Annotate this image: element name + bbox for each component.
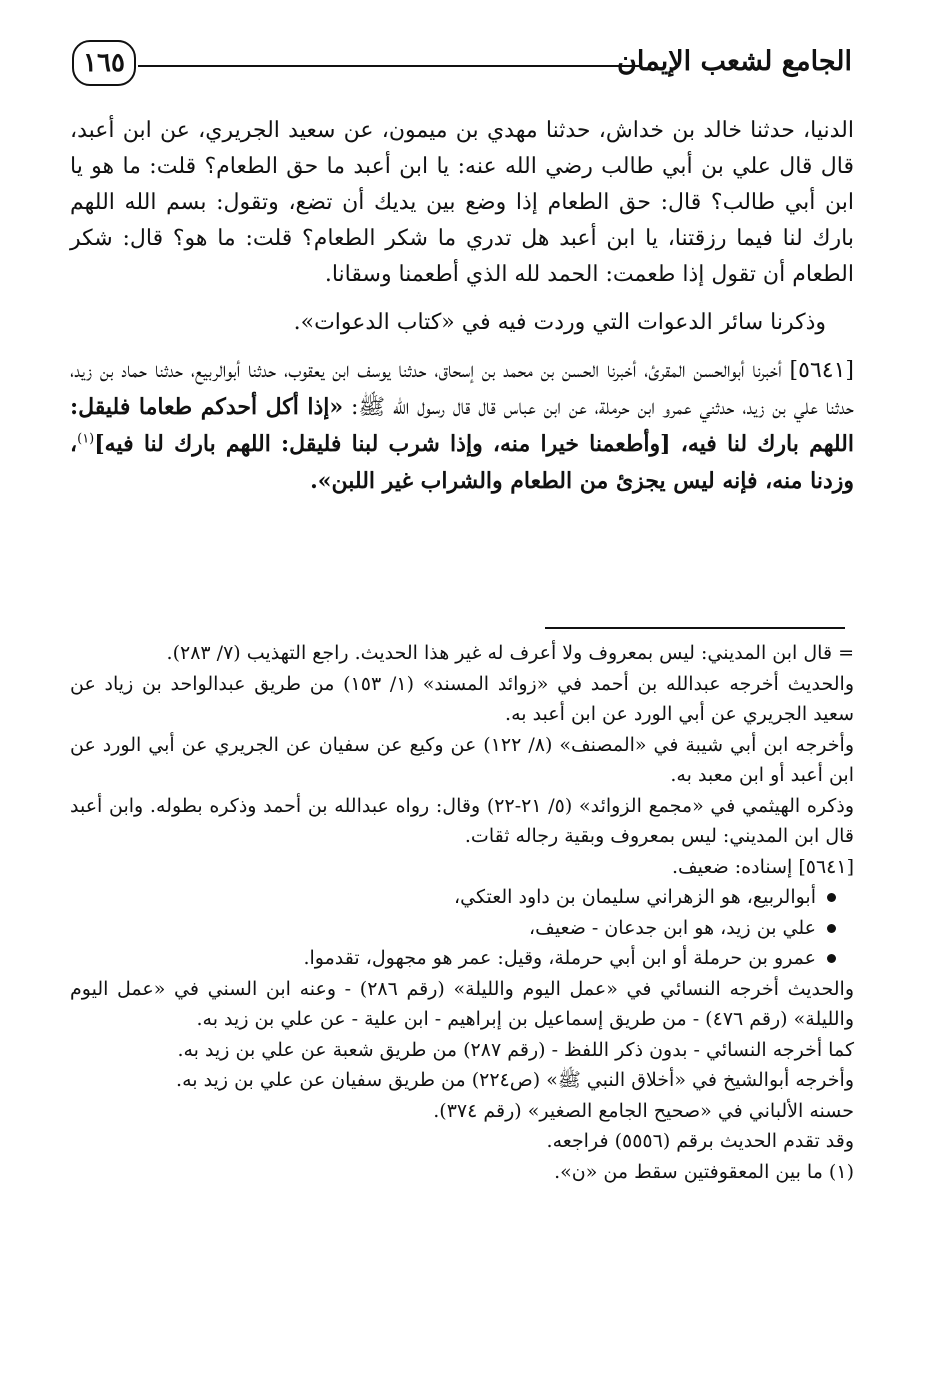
footnote-separator [545, 627, 845, 629]
bullet-icon [827, 954, 836, 963]
note-line: وقد تقدم الحديث برقم (٥٥٥٦) فراجعه. [546, 1130, 854, 1152]
note-line: وأخرجه أبوالشيخ في «أخلاق النبي ﷺ» (ص٢٢٤) من طريق سفيان عن علي بن زيد به. [176, 1069, 854, 1091]
list-item-text: علي بن زيد، هو ابن جدعان - ضعيف، [529, 916, 816, 939]
book-title: الجامع لشعب الإيمان [617, 46, 852, 77]
list-item [70, 943, 816, 974]
note-line: وأخرجه ابن أبي شيبة في «المصنف» (٨/ ١٢٢) عن وكيع عن سفيان عن الجريري عن أبي الورد عن ابن أعبد أو ابن معبد به. [70, 733, 854, 786]
note-line: كما أخرجه النسائي - بدون ذكر اللفظ - (رقم ٢٨٧) من طريق شعبة عن علي بن زيد به. [177, 1038, 854, 1061]
hadith-matn: «إذا أكل أحدكم طعاما فليقل: اللهم بارك لنا فيه، [وأطعمنا خيرا منه، وإذا شرب لبنا فليقل: اللهم بارك لنا فيه] [70, 394, 854, 457]
list-item [70, 882, 816, 913]
bullet-icon [827, 893, 836, 902]
footnotes [70, 638, 854, 1187]
paragraph-1: الدنيا، حدثنا خالد بن خداش، حدثنا مهدي بن ميمون، عن سعيد الجريري، عن ابن أعبد، قال قال علي بن أبي طالب رضي الله عنه: يا ابن أعبد ما حق الطعام؟ قلت: ما هو يا ابن أبي طالب؟ قال: حق الطعام إذا وضع بين يديك أن تضع، وتقول: بسم الله اللهم بارك لنا فيما رزقتنا، يا ابن أعبد هل تدري ما شكر الطعام؟ قلت: ما هو؟ قال: شكر الطعام أن تقول إذا طعمت: الحمد لله الذي أطعمنا وسقانا. [70, 118, 854, 287]
list-item-text: أبوالربيع، هو الزهراني سليمان بن داود العتكي، [454, 886, 816, 908]
header-rule [138, 65, 642, 67]
list-item [70, 913, 816, 944]
note-heading: [٥٦٤١] إسناده: ضعيف. [671, 855, 854, 878]
note-line: وذكره الهيثمي في «مجمع الزوائد» (٥/ ٢١-٢٢) وقال: رواه عبدالله بن أحمد وذكره بطوله. وابن أعبد قال ابن المديني: ليس بمعروف وبقية رجاله ثقات. [70, 794, 854, 847]
note-line: = قال ابن المديني: ليس بمعروف ولا أعرف له غير هذا الحديث. راجع التهذيب (٧/ ٢٨٣). [166, 642, 854, 664]
main-text [70, 113, 854, 500]
narrator-list [70, 882, 854, 974]
list-item-text: عمرو بن حرملة أو ابن أبي حرملة، وقيل: عمر هو مجهول، تقدموا. [303, 947, 816, 969]
page-header [72, 38, 852, 94]
page-number: ١٦٥ [72, 40, 136, 86]
hadith-matn-end: ، وزدنا منه، فإنه ليس يجزئ من الطعام والشراب غير اللبن». [70, 431, 854, 494]
note-line: حسنه الألباني في «صحيح الجامع الصغير» (رقم ٣٧٤). [433, 1099, 854, 1122]
paragraph-2: وذكرنا سائر الدعوات التي وردت فيه في «كتاب الدعوات». [293, 310, 826, 335]
note-line: والحديث أخرجه عبدالله بن أحمد في «زوائد المسند» (١/ ١٥٣) من طريق عبدالواحد بن زياد عن سعيد الجريري عن أبي الورد عن ابن أعبد به. [70, 672, 855, 725]
note-line: والحديث أخرجه النسائي في «عمل اليوم والليلة» (رقم ٢٨٦) - وعنه ابن السني في «عمل اليوم والليلة» (رقم ٤٧٦) - من طريق إسماعيل بن إبراهيم - ابن علية - عن علي بن زيد به. [70, 977, 854, 1030]
hadith-paragraph [70, 353, 854, 500]
bullet-icon [827, 924, 836, 933]
hadith-isnad: [٥٦٤١] أخبرنا أبوالحسن المقرئ، أخبرنا الحسن بن محمد بن إسحاق، حدثنا يوسف ابن يعقوب، حدثنا أبوالربيع، حدثنا حماد بن زيد، حدثنا علي بن زيد، حدثني عمرو ابن حرملة، عن ابن عباس قال قال رسول الله ﷺ: [70, 358, 854, 420]
footnote-ref-1: (١) [77, 431, 95, 447]
footnote-1: (١) ما بين المعقوفتين سقط من «ن». [554, 1160, 854, 1183]
